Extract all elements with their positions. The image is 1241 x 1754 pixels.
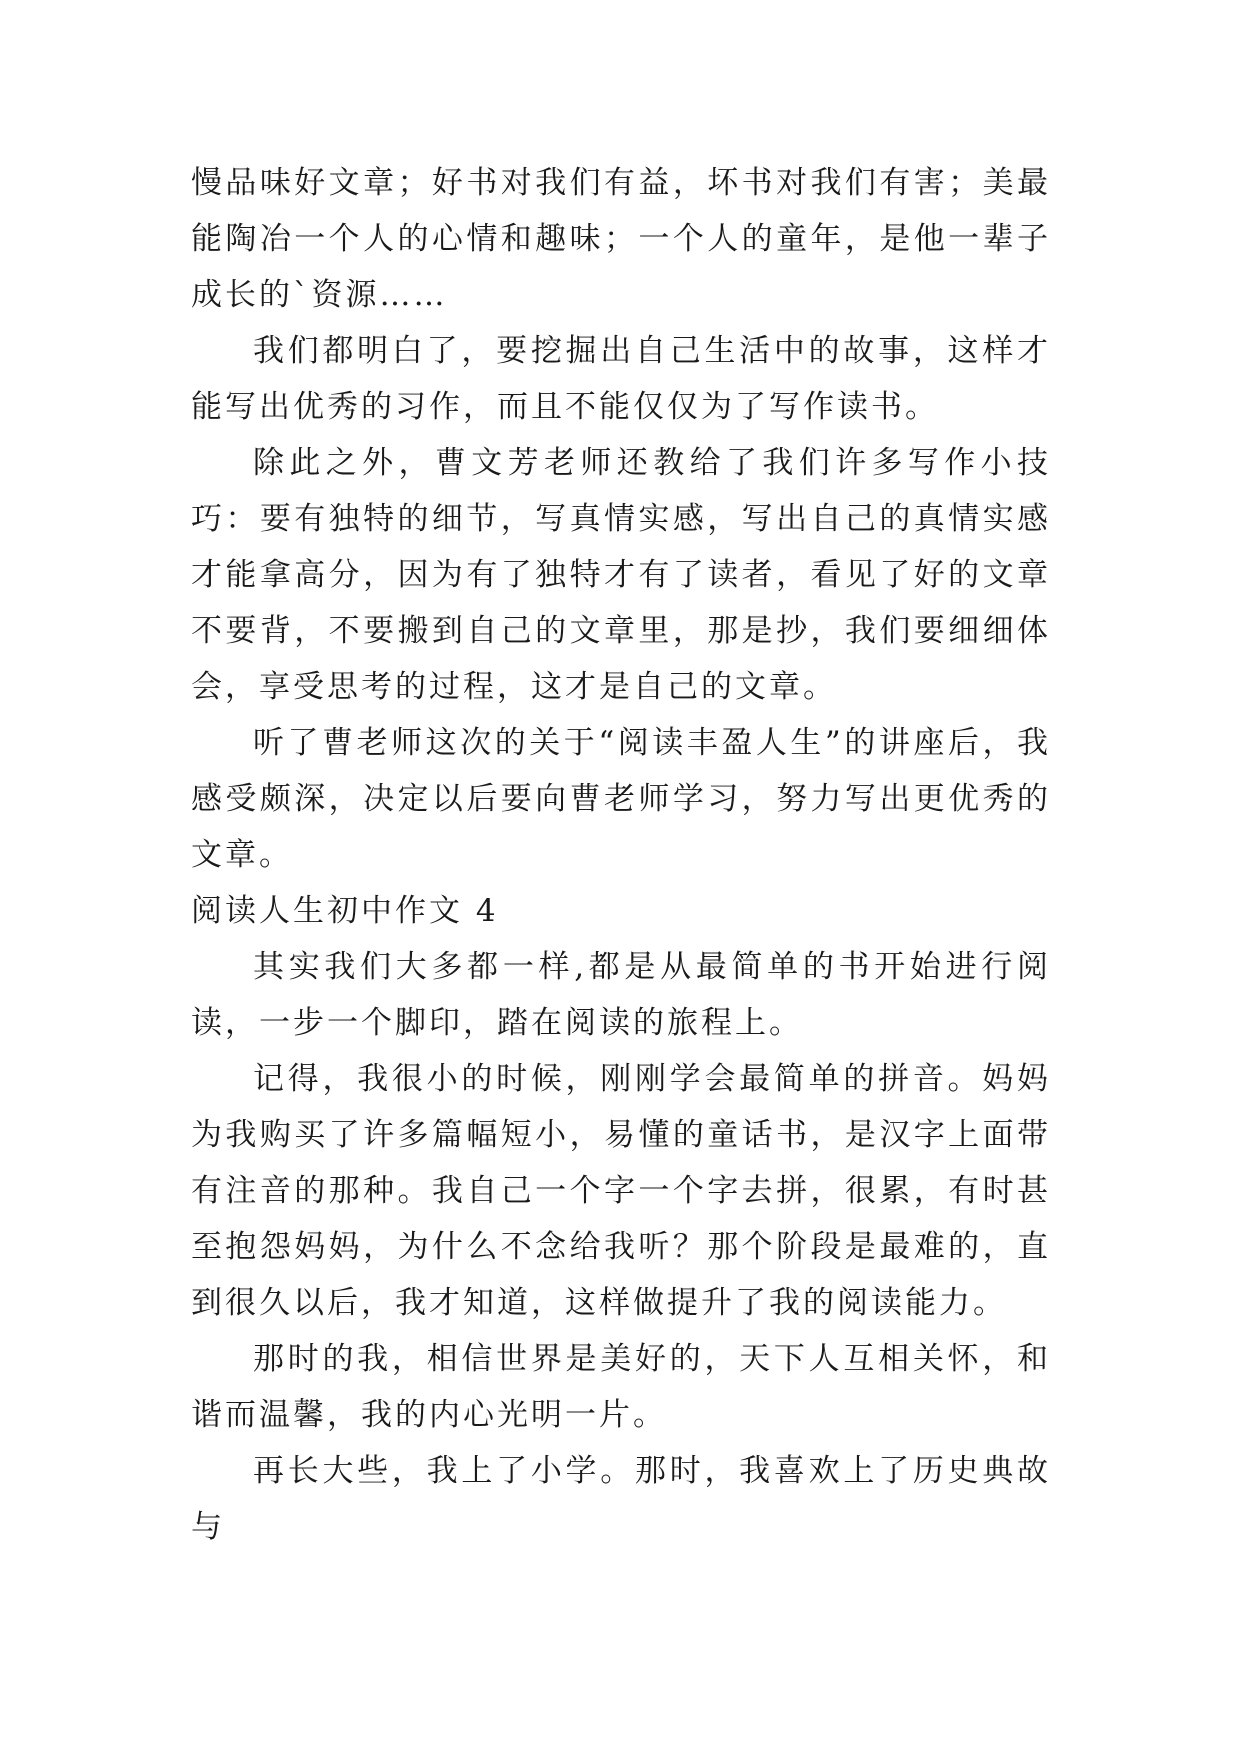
paragraph-continued: 慢品味好文章；好书对我们有益，坏书对我们有害；美最能陶冶一个人的心情和趣味；一个人的童年，是他一辈子成长的`资源……	[191, 165, 1051, 313]
paragraph: 那时的我，相信世界是美好的，天下人互相关怀，和谐而温馨，我的内心光明一片。	[191, 1341, 1051, 1433]
paragraph: 记得，我很小的时候，刚刚学会最简单的拼音。妈妈为我购买了许多篇幅短小，易懂的童话书，是汉字上面带有注音的那种。我自己一个字一个字去拼，很累，有时甚至抱怨妈妈，为什么不念给我听？那个阶段是最难的，直到很久以后，我才知道，这样做提升了我的阅读能力。	[191, 1061, 1051, 1321]
document-body	[191, 155, 1051, 1555]
paragraph: 其实我们大多都一样,都是从最简单的书开始进行阅读，一步一个脚印，踏在阅读的旅程上。	[191, 949, 1051, 1041]
paragraph: 我们都明白了，要挖掘出自己生活中的故事，这样才能写出优秀的习作，而且不能仅仅为了写作读书。	[191, 333, 1051, 425]
paragraph: 再长大些，我上了小学。那时，我喜欢上了历史典故与	[191, 1453, 1051, 1545]
paragraph: 听了曹老师这次的关于“阅读丰盈人生”的讲座后，我感受颇深，决定以后要向曹老师学习，努力写出更优秀的文章。	[191, 725, 1051, 873]
paragraph: 除此之外，曹文芳老师还教给了我们许多写作小技巧：要有独特的细节，写真情实感，写出自己的真情实感才能拿高分，因为有了独特才有了读者，看见了好的文章不要背，不要搬到自己的文章里，那是抄，我们要细细体会，享受思考的过程，这才是自己的文章。	[191, 445, 1051, 705]
section-title: 阅读人生初中作文 4	[191, 893, 499, 929]
